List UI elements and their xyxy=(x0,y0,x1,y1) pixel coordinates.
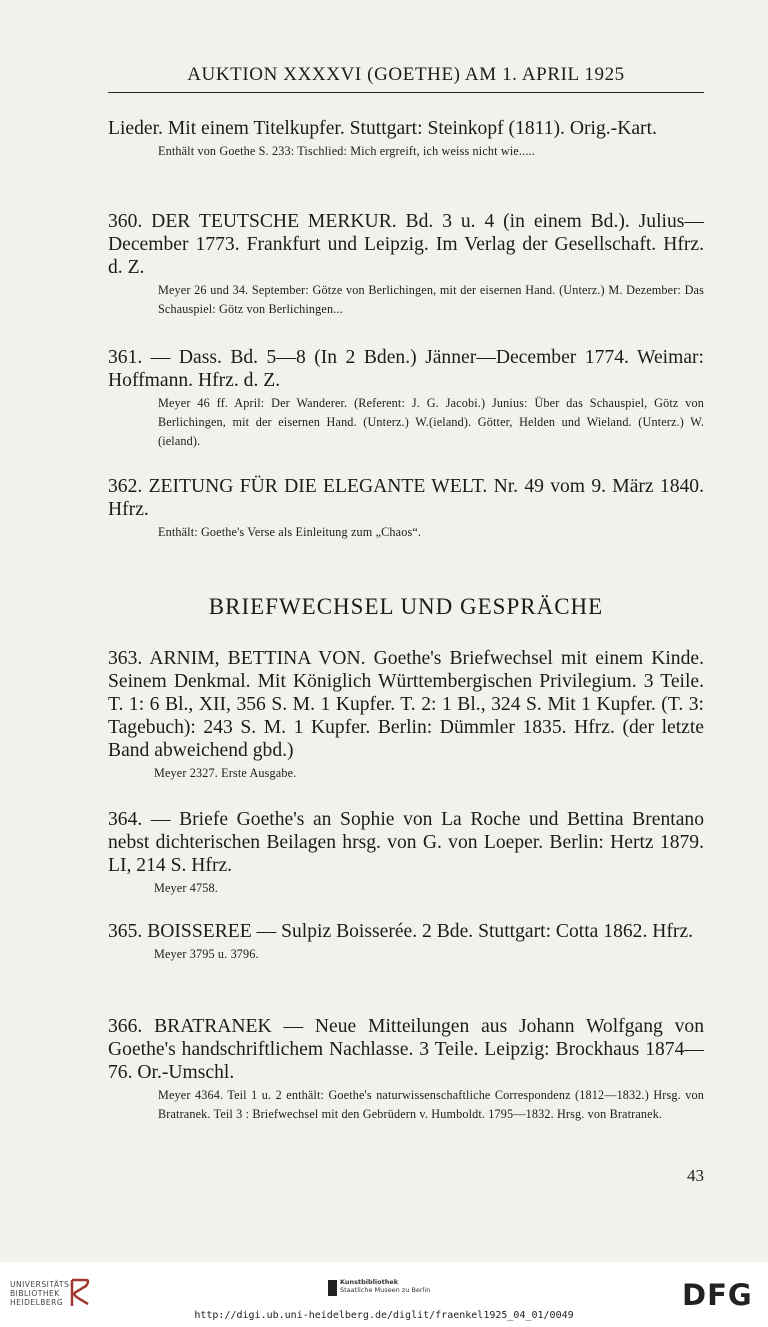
catalog-entry-366 xyxy=(108,1015,704,1124)
dfg-logo: DFG xyxy=(682,1278,753,1312)
entry-note: Meyer 3795 u. 3796. xyxy=(154,947,259,961)
university-logo-icon xyxy=(68,1278,92,1308)
entry-note: Meyer 26 und 34. September: Götze von Berlichingen, mit der eisernen Hand. (Unterz.) M. Dezember: Das Schauspiel: Götz von Berlichingen... xyxy=(158,283,704,316)
entry-note: Meyer 4758. xyxy=(154,881,218,895)
footer-bar xyxy=(0,1262,768,1327)
catalog-entry-364 xyxy=(108,808,704,898)
kunstbibliothek-logo-icon xyxy=(328,1280,337,1296)
entry-note: Enthält: Goethe's Verse als Einleitung zum „Chaos“. xyxy=(158,525,422,539)
entry-text: 364. — Briefe Goethe's an Sophie von La Roche und Bettina Brentano nebst dichterischen Beilagen hrsg. von G. von Loeper. Berlin: Hertz 1879. LI, 214 S. Hfrz. xyxy=(108,809,704,876)
running-header: AUKTION XXXXVI (GOETHE) AM 1. APRIL 1925 xyxy=(187,64,625,85)
entry-text: 365. BOISSEREE — Sulpiz Boisserée. 2 Bde. Stuttgart: Cotta 1862. Hfrz. xyxy=(108,921,694,942)
kunst-subtitle: Staatliche Museen zu Berlin xyxy=(340,1286,431,1294)
entry-note: Enthält von Goethe S. 233: Tischlied: Mich ergreift, ich weiss nicht wie..... xyxy=(158,144,535,158)
kunstbibliothek-label xyxy=(340,1278,430,1294)
university-library-label: UNIVERSITÄTS- BIBLIOTHEK HEIDELBERG xyxy=(10,1280,73,1307)
entry-text: 366. BRATRANEK — Neue Mitteilungen aus Johann Wolfgang von Goethe's handschriftlichem Nachlasse. 3 Teile. Leipzig: Brockhaus 1874—76. Or.-Umschl. xyxy=(108,1016,704,1083)
catalog-entry-363 xyxy=(108,647,704,783)
entry-text: 362. ZEITUNG FÜR DIE ELEGANTE WELT. Nr. 49 vom 9. März 1840. Hfrz. xyxy=(108,476,704,520)
entry-note: Meyer 4364. Teil 1 u. 2 enthält: Goethe's naturwissenschaftliche Correspondenz (1812—1832.) Hrsg. von Bratranek. Teil 3 : Briefwechsel mit den Gebrüdern v. Humboldt. 1795—1832. Hrsg. von Bratranek. xyxy=(158,1088,704,1121)
catalog-entry-365 xyxy=(108,920,704,964)
entry-text: 363. ARNIM, BETTINA VON. Goethe's Briefwechsel mit einem Kinde. Seinem Denkmal. Mit Königlich Württembergischen Privilegium. 3 Teile. T. 1: 6 Bl., XII, 356 S. M. 1 Kupfer. T. 2: 1 Bl., 324 S. Mit 1 Kupfer. (T. 3: Tagebuch): 243 S. M. 1 Kupfer. Berlin: Dümmler 1835. Hfrz. (der letzte Band abweichend gbd.) xyxy=(108,648,704,761)
catalog-entry-360 xyxy=(108,210,704,319)
entry-text: 361. — Dass. Bd. 5—8 (In 2 Bden.) Jänner—December 1774. Weimar: Hoffmann. Hfrz. d. Z. xyxy=(108,347,704,391)
header-rule xyxy=(108,92,704,93)
entry-note: Meyer 2327. Erste Ausgabe. xyxy=(154,766,297,780)
entry-text: Lieder. Mit einem Titelkupfer. Stuttgart: Steinkopf (1811). Orig.-Kart. xyxy=(108,118,657,139)
section-heading: BRIEFWECHSEL UND GESPRÄCHE xyxy=(208,594,604,619)
catalog-entry xyxy=(108,117,704,161)
entry-text: 360. DER TEUTSCHE MERKUR. Bd. 3 u. 4 (in einem Bd.). Julius—December 1773. Frankfurt und Leipzig. Im Verlag der Gesellschaft. Hfrz. d. Z. xyxy=(108,211,704,278)
catalog-entry-361 xyxy=(108,346,704,451)
page-number: 43 xyxy=(687,1166,704,1185)
source-url-link[interactable]: http://digi.ub.uni-heidelberg.de/diglit/fraenkel1925_04_01/0049 xyxy=(194,1310,574,1321)
entry-note: Meyer 46 ff. April: Der Wanderer. (Referent: J. G. Jacobi.) Junius: Über das Schauspiel, Götz von Berlichingen, mit der eisernen Hand. (Unterz.) W.(ieland). Götter, Helden und Wieland. (Unterz.) W.(ieland). xyxy=(158,396,704,448)
catalog-entry-362 xyxy=(108,475,704,542)
kunst-title: Kunstbibliothek xyxy=(340,1278,399,1286)
